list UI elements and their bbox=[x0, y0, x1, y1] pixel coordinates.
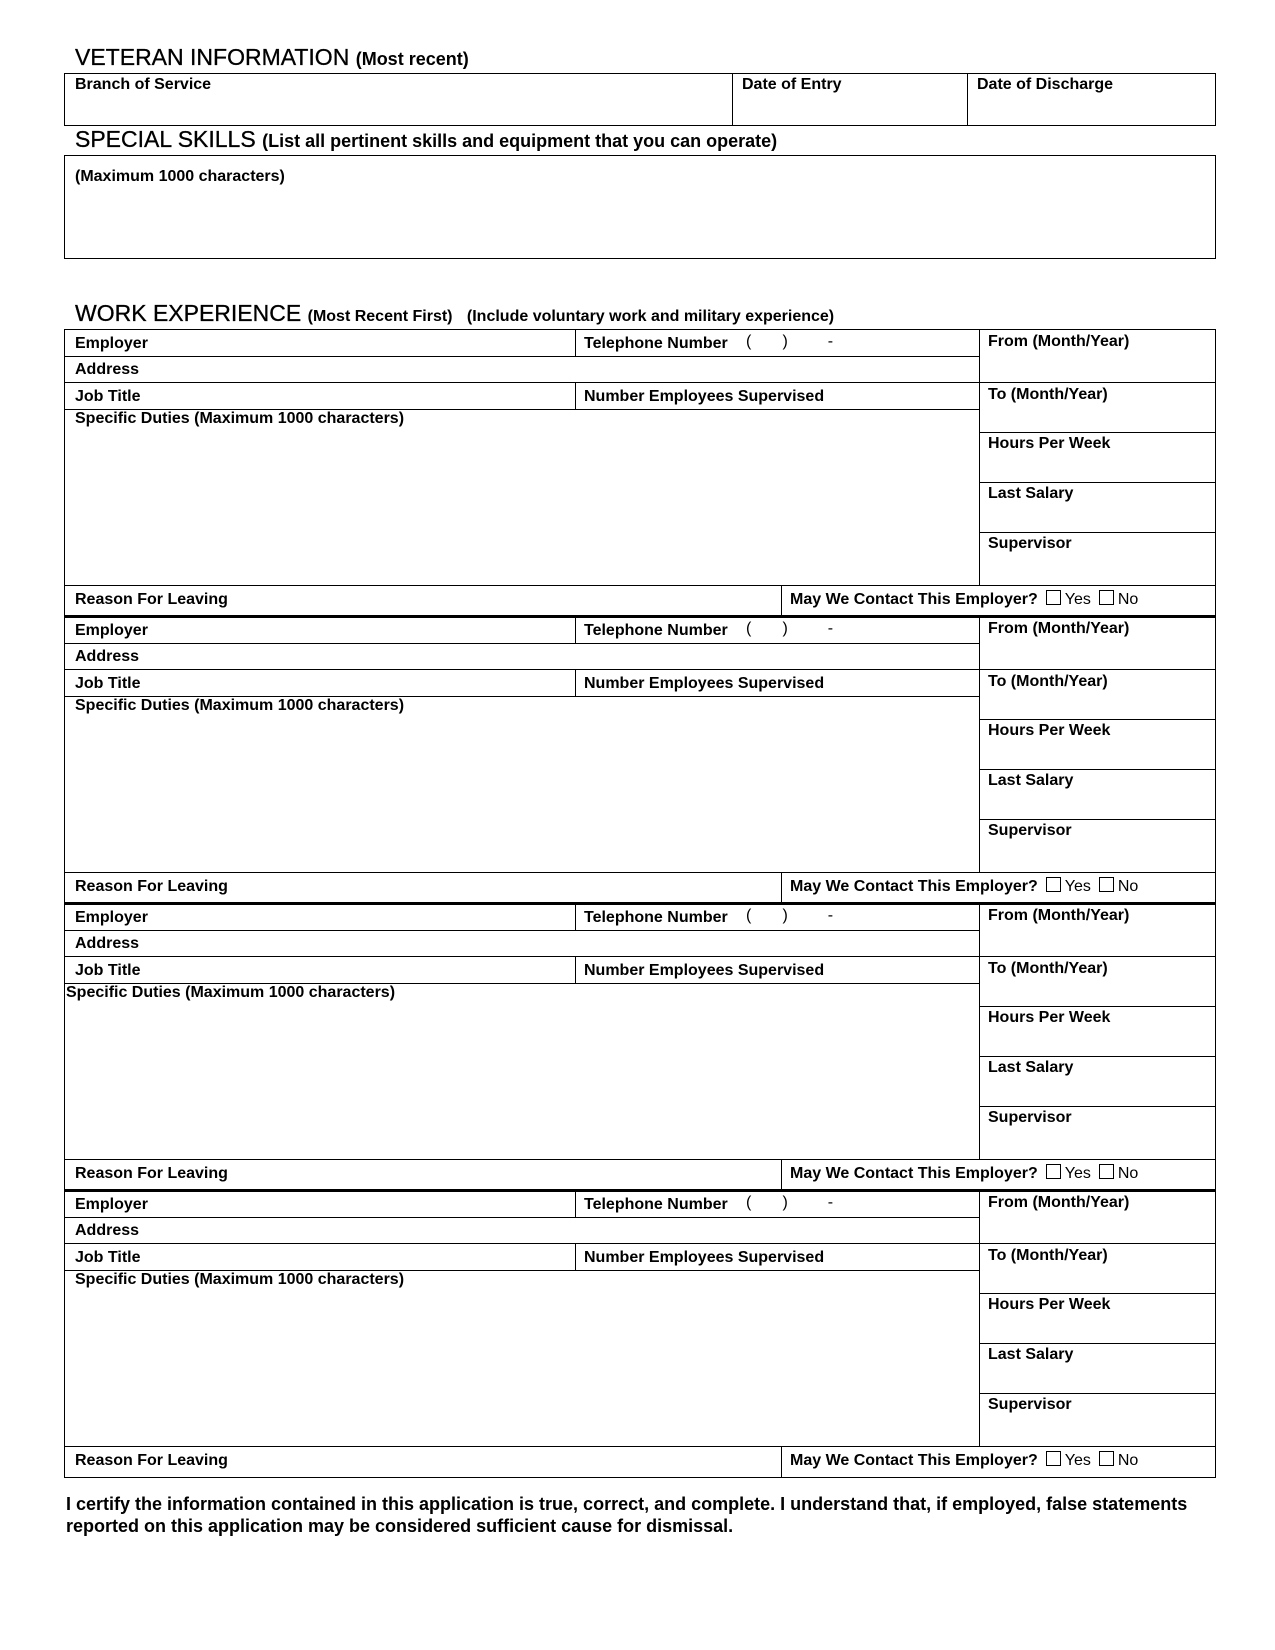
job-2-to-label: To (Month/Year) bbox=[988, 673, 1108, 690]
job-4-contact-question bbox=[790, 1451, 1138, 1470]
branch-of-service-label: Branch of Service bbox=[75, 76, 212, 93]
job-1-job-title-label: Job Title bbox=[75, 388, 141, 405]
job-4-reason-field[interactable] bbox=[240, 1448, 778, 1475]
job-1-job-title-field[interactable] bbox=[160, 384, 570, 408]
work-section-title bbox=[75, 300, 834, 327]
job-2-from-field[interactable] bbox=[981, 642, 1214, 668]
job-3-reason-top-line bbox=[64, 1159, 1216, 1160]
date-of-entry-field[interactable] bbox=[734, 96, 965, 124]
job-3-telephone-label: Telephone Number bbox=[584, 909, 728, 926]
job-1-hours-label: Hours Per Week bbox=[988, 435, 1111, 452]
job-4-right-col-line-2 bbox=[979, 1293, 1216, 1294]
job-2-contact-no-label: No bbox=[1117, 878, 1139, 895]
job-1-telephone-field[interactable] bbox=[740, 331, 976, 355]
job-2-job-title-field[interactable] bbox=[160, 671, 570, 695]
job-1-supervised-label: Number Employees Supervised bbox=[584, 388, 825, 405]
job-2-address-line bbox=[64, 669, 979, 670]
job-4-reason-label: Reason For Leaving bbox=[75, 1452, 228, 1469]
job-1-supervised-field[interactable] bbox=[840, 384, 976, 408]
job-3-address-field[interactable] bbox=[160, 932, 975, 955]
job-4-supervisor-label: Supervisor bbox=[988, 1396, 1072, 1413]
job-3-right-border bbox=[1215, 903, 1216, 1190]
work-title: WORK EXPERIENCE bbox=[75, 300, 302, 326]
skills-title: SPECIAL SKILLS bbox=[75, 126, 256, 152]
job-2-employer-line bbox=[64, 643, 979, 644]
job-4-left-border bbox=[64, 1190, 65, 1477]
job-1-right-col-divider bbox=[979, 329, 980, 585]
job-4-hours-field[interactable] bbox=[981, 1318, 1214, 1342]
job-4-hours-label: Hours Per Week bbox=[988, 1296, 1111, 1313]
job-4-telephone-field[interactable] bbox=[740, 1192, 976, 1216]
veteran-subtitle: (Most recent) bbox=[355, 49, 469, 69]
job-2-duties-label: Specific Duties (Maximum 1000 characters) bbox=[75, 697, 405, 714]
job-2-phone-mask: ( ) - bbox=[746, 620, 834, 637]
job-3-left-border bbox=[64, 903, 65, 1190]
job-3-employer-label: Employer bbox=[75, 909, 148, 926]
job-1-address-field[interactable] bbox=[160, 358, 975, 381]
job-1-mid-divider-1 bbox=[575, 329, 576, 356]
job-4-right-col-line-3 bbox=[979, 1343, 1216, 1344]
job-1-from-field[interactable] bbox=[981, 355, 1214, 381]
job-2-employer-label: Employer bbox=[75, 622, 148, 639]
job-4-supervised-label: Number Employees Supervised bbox=[584, 1249, 825, 1266]
job-4-right-border bbox=[1215, 1190, 1216, 1477]
job-2-reason-top-line bbox=[64, 872, 1216, 873]
job-1-reason-label: Reason For Leaving bbox=[75, 591, 228, 608]
job-4-phone-mask: ( ) - bbox=[746, 1194, 834, 1211]
job-4-bottom-border bbox=[64, 1477, 1216, 1478]
job-2-to-field[interactable] bbox=[981, 694, 1214, 718]
job-4-duties-label: Specific Duties (Maximum 1000 characters) bbox=[75, 1271, 405, 1288]
job-1-supervisor-label: Supervisor bbox=[988, 535, 1072, 552]
job-3-address-label: Address bbox=[75, 935, 140, 952]
job-3-right-col-line-1 bbox=[979, 956, 1216, 957]
job-1-top-border bbox=[64, 329, 1216, 330]
job-4-job-title-label: Job Title bbox=[75, 1249, 141, 1266]
job-4-employer-label: Employer bbox=[75, 1196, 148, 1213]
job-4-reason-divider bbox=[781, 1446, 782, 1477]
job-4-from-field[interactable] bbox=[981, 1216, 1214, 1242]
job-2-supervisor-label: Supervisor bbox=[988, 822, 1072, 839]
branch-of-service-field[interactable] bbox=[66, 96, 730, 124]
job-2-reason-field[interactable] bbox=[240, 874, 778, 901]
job-1-phone-mask: ( ) - bbox=[746, 333, 834, 350]
job-4-from-label: From (Month/Year) bbox=[988, 1194, 1130, 1211]
job-1-reason-top-line bbox=[64, 585, 1216, 586]
job-4-salary-field[interactable] bbox=[981, 1368, 1214, 1392]
job-3-right-col-line-2 bbox=[979, 1006, 1216, 1007]
job-3-contact-label: May We Contact This Employer? bbox=[790, 1165, 1038, 1182]
job-2-telephone-field[interactable] bbox=[740, 618, 976, 642]
job-3-supervisor-label: Supervisor bbox=[988, 1109, 1072, 1126]
job-4-supervisor-field[interactable] bbox=[981, 1418, 1214, 1444]
job-3-duties-field[interactable] bbox=[66, 1007, 976, 1157]
job-2-right-col-line-2 bbox=[979, 719, 1216, 720]
job-4-job-title-field[interactable] bbox=[160, 1245, 570, 1269]
job-3-supervisor-field[interactable] bbox=[981, 1131, 1214, 1157]
job-3-supervised-field[interactable] bbox=[840, 958, 976, 982]
job-2-mid-divider-2 bbox=[575, 669, 576, 696]
job-3-mid-divider-1 bbox=[575, 903, 576, 930]
job-1-right-col-line-2 bbox=[979, 432, 1216, 433]
job-2-job-title-label: Job Title bbox=[75, 675, 141, 692]
job-2-mid-divider-1 bbox=[575, 616, 576, 643]
job-3-mid-divider-2 bbox=[575, 956, 576, 983]
job-2-from-label: From (Month/Year) bbox=[988, 620, 1130, 637]
job-1-salary-label: Last Salary bbox=[988, 485, 1074, 502]
job-4-right-col-line-4 bbox=[979, 1393, 1216, 1394]
job-4-address-label: Address bbox=[75, 1222, 140, 1239]
certification-statement: I certify the information contained in this application is true, correct, and complete. I understand that, if employed, false statements reported on this application may be considered sufficient cause for dismissal. bbox=[66, 1494, 1188, 1536]
job-2-contact-question bbox=[790, 877, 1138, 896]
job-3-from-label: From (Month/Year) bbox=[988, 907, 1130, 924]
job-4-address-field[interactable] bbox=[160, 1219, 975, 1242]
job-4-to-field[interactable] bbox=[981, 1268, 1214, 1292]
job-1-right-col-line-1 bbox=[979, 382, 1216, 383]
job-2-contact-yes-checkbox[interactable] bbox=[1046, 877, 1061, 892]
job-3-right-col-line-3 bbox=[979, 1056, 1216, 1057]
job-1-contact-no-label: No bbox=[1117, 591, 1139, 608]
job-3-right-col-divider bbox=[979, 903, 980, 1159]
job-2-contact-yes-label: Yes bbox=[1064, 878, 1091, 895]
job-4-telephone-label: Telephone Number bbox=[584, 1196, 728, 1213]
job-2-salary-label: Last Salary bbox=[988, 772, 1074, 789]
job-4-employer-line bbox=[64, 1217, 979, 1218]
job-3-address-line bbox=[64, 956, 979, 957]
job-2-hours-field[interactable] bbox=[981, 744, 1214, 768]
job-4-right-col-line-1 bbox=[979, 1243, 1216, 1244]
job-1-hours-field[interactable] bbox=[981, 457, 1214, 481]
job-3-reason-divider bbox=[781, 1159, 782, 1190]
job-3-employer-line bbox=[64, 930, 979, 931]
job-3-telephone-field[interactable] bbox=[740, 905, 976, 929]
veteran-title: VETERAN INFORMATION bbox=[75, 44, 350, 70]
job-4-supervised-field[interactable] bbox=[840, 1245, 976, 1269]
job-4-contact-yes-checkbox[interactable] bbox=[1046, 1451, 1061, 1466]
job-4-address-line bbox=[64, 1243, 979, 1244]
job-2-right-border bbox=[1215, 616, 1216, 903]
job-3-hours-field[interactable] bbox=[981, 1031, 1214, 1055]
job-1-contact-yes-label: Yes bbox=[1064, 591, 1091, 608]
job-1-to-label: To (Month/Year) bbox=[988, 386, 1108, 403]
job-2-supervised-field[interactable] bbox=[840, 671, 976, 695]
date-of-entry-label: Date of Entry bbox=[742, 76, 842, 93]
job-3-contact-yes-checkbox[interactable] bbox=[1046, 1164, 1061, 1179]
job-3-employer-field[interactable] bbox=[160, 905, 570, 929]
job-4-salary-label: Last Salary bbox=[988, 1346, 1074, 1363]
job-3-contact-no-label: No bbox=[1117, 1165, 1139, 1182]
job-3-right-col-line-4 bbox=[979, 1106, 1216, 1107]
job-4-contact-label: May We Contact This Employer? bbox=[790, 1452, 1038, 1469]
job-2-salary-field[interactable] bbox=[981, 794, 1214, 818]
job-2-right-col-line-4 bbox=[979, 819, 1216, 820]
veteran-section-title bbox=[75, 44, 469, 71]
job-1-contact-label: May We Contact This Employer? bbox=[790, 591, 1038, 608]
job-4-right-col-divider bbox=[979, 1190, 980, 1446]
date-of-discharge-label: Date of Discharge bbox=[977, 76, 1114, 93]
job-1-salary-field[interactable] bbox=[981, 507, 1214, 531]
skills-max-label: (Maximum 1000 characters) bbox=[75, 168, 285, 185]
job-4-employer-field[interactable] bbox=[160, 1192, 570, 1216]
job-3-job-title-label: Job Title bbox=[75, 962, 141, 979]
date-of-discharge-field[interactable] bbox=[969, 96, 1214, 124]
job-2-hours-label: Hours Per Week bbox=[988, 722, 1111, 739]
job-4-contact-no-checkbox[interactable] bbox=[1099, 1451, 1114, 1466]
job-1-right-col-line-3 bbox=[979, 482, 1216, 483]
job-4-mid-divider-2 bbox=[575, 1243, 576, 1270]
job-2-address-field[interactable] bbox=[160, 645, 975, 668]
job-1-employer-line bbox=[64, 356, 979, 357]
job-3-to-field[interactable] bbox=[981, 981, 1214, 1005]
job-3-supervised-label: Number Employees Supervised bbox=[584, 962, 825, 979]
job-2-contact-no-checkbox[interactable] bbox=[1099, 877, 1114, 892]
job-4-to-label: To (Month/Year) bbox=[988, 1247, 1108, 1264]
job-2-telephone-label: Telephone Number bbox=[584, 622, 728, 639]
job-1-duties-label: Specific Duties (Maximum 1000 characters) bbox=[75, 410, 405, 427]
job-1-right-border bbox=[1215, 329, 1216, 616]
veteran-divider-1 bbox=[732, 73, 733, 126]
job-1-duties-field[interactable] bbox=[66, 433, 976, 583]
job-1-reason-field[interactable] bbox=[240, 587, 778, 614]
job-1-to-field[interactable] bbox=[981, 407, 1214, 431]
job-4-contact-yes-label: Yes bbox=[1064, 1452, 1091, 1469]
job-2-supervised-label: Number Employees Supervised bbox=[584, 675, 825, 692]
job-2-employer-field[interactable] bbox=[160, 618, 570, 642]
job-1-supervisor-field[interactable] bbox=[981, 557, 1214, 583]
job-2-reason-label: Reason For Leaving bbox=[75, 878, 228, 895]
job-2-contact-label: May We Contact This Employer? bbox=[790, 878, 1038, 895]
job-3-reason-field[interactable] bbox=[240, 1161, 778, 1188]
skills-subtitle: (List all pertinent skills and equipment that you can operate) bbox=[262, 131, 778, 151]
special-skills-field[interactable] bbox=[66, 190, 1214, 257]
job-3-phone-mask: ( ) - bbox=[746, 907, 834, 924]
work-subtitle-2: (Include voluntary work and military experience) bbox=[466, 308, 835, 325]
job-4-mid-divider-1 bbox=[575, 1190, 576, 1217]
job-1-address-label: Address bbox=[75, 361, 140, 378]
job-2-address-label: Address bbox=[75, 648, 140, 665]
job-3-contact-question bbox=[790, 1164, 1138, 1183]
job-1-mid-divider-2 bbox=[575, 382, 576, 409]
job-3-to-label: To (Month/Year) bbox=[988, 960, 1108, 977]
job-1-employer-field[interactable] bbox=[160, 331, 570, 355]
job-2-reason-divider bbox=[781, 872, 782, 903]
job-2-right-col-line-3 bbox=[979, 769, 1216, 770]
job-4-reason-top-line bbox=[64, 1446, 1216, 1447]
job-1-contact-yes-checkbox[interactable] bbox=[1046, 590, 1061, 605]
job-1-right-col-line-4 bbox=[979, 532, 1216, 533]
job-1-left-border bbox=[64, 329, 65, 616]
job-3-reason-label: Reason For Leaving bbox=[75, 1165, 228, 1182]
job-1-address-line bbox=[64, 382, 979, 383]
job-1-reason-divider bbox=[781, 585, 782, 616]
job-1-contact-no-checkbox[interactable] bbox=[1099, 590, 1114, 605]
job-2-left-border bbox=[64, 616, 65, 903]
job-3-hours-label: Hours Per Week bbox=[988, 1009, 1111, 1026]
skills-section-title bbox=[75, 126, 777, 153]
job-2-duties-field[interactable] bbox=[66, 720, 976, 870]
veteran-divider-2 bbox=[967, 73, 968, 126]
job-2-supervisor-field[interactable] bbox=[981, 844, 1214, 870]
job-2-right-col-divider bbox=[979, 616, 980, 872]
job-1-contact-question bbox=[790, 590, 1138, 609]
work-subtitle: (Most Recent First) bbox=[307, 308, 453, 325]
job-1-telephone-label: Telephone Number bbox=[584, 335, 728, 352]
job-3-salary-label: Last Salary bbox=[988, 1059, 1074, 1076]
job-3-contact-yes-label: Yes bbox=[1064, 1165, 1091, 1182]
job-3-salary-field[interactable] bbox=[981, 1081, 1214, 1105]
job-3-duties-label: Specific Duties (Maximum 1000 characters) bbox=[66, 984, 396, 1001]
job-4-contact-no-label: No bbox=[1117, 1452, 1139, 1469]
job-1-employer-label: Employer bbox=[75, 335, 148, 352]
job-3-job-title-field[interactable] bbox=[160, 958, 570, 982]
job-3-contact-no-checkbox[interactable] bbox=[1099, 1164, 1114, 1179]
job-2-right-col-line-1 bbox=[979, 669, 1216, 670]
job-4-duties-field[interactable] bbox=[66, 1294, 976, 1444]
job-1-from-label: From (Month/Year) bbox=[988, 333, 1130, 350]
job-3-from-field[interactable] bbox=[981, 929, 1214, 955]
